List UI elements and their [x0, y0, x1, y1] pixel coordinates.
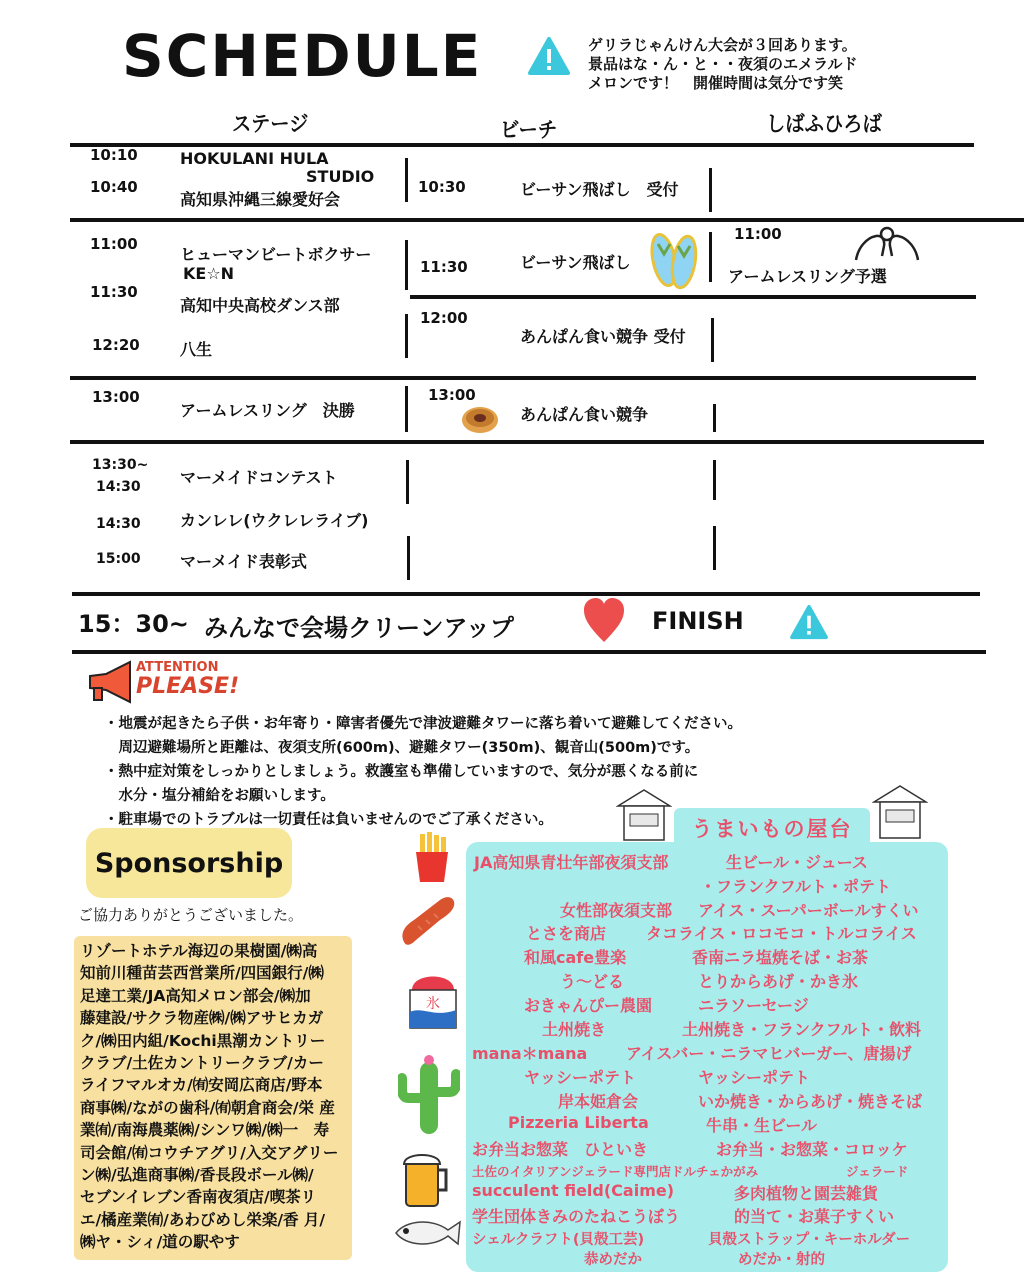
anpan-icon: [460, 402, 500, 438]
divider: [72, 650, 986, 654]
stall-vendor: 女性部夜須支部: [560, 901, 673, 920]
column-separator: [405, 240, 408, 290]
stall-items: 生ビール・ジュース: [726, 853, 868, 872]
sponsorship-thanks: ご協力ありがとうございました。: [78, 906, 304, 924]
sponsor-line: ク/㈱田内組/Kochi黒潮カントリー: [80, 1031, 326, 1050]
fries-icon: [410, 832, 454, 888]
beach-time: 10:30: [418, 178, 466, 196]
stage-event: マーメイド表彰式: [180, 552, 307, 571]
stall-house-icon: [616, 788, 672, 846]
column-separator: [713, 460, 716, 500]
stall-vendor: Pizzeria Liberta: [508, 1113, 649, 1132]
sponsor-line: ㈱ヤ・シィ/道の駅やす: [80, 1233, 240, 1252]
stall-vendor: おきゃんぴー農園: [524, 996, 653, 1015]
stage-event: 高知中央高校ダンス部: [180, 296, 340, 315]
beach-time: 12:00: [420, 309, 468, 327]
column-beach: ビーチ: [500, 118, 558, 142]
cactus-icon: [398, 1054, 460, 1140]
stall-items: めだか・射的: [738, 1252, 825, 1268]
beach-event: あんぱん食い競争: [520, 405, 649, 424]
column-separator: [407, 536, 410, 580]
finish-label: FINISH: [652, 607, 744, 635]
stage-time: 12:20: [92, 336, 140, 354]
sponsor-line: セブンイレブン香南夜須店/喫茶リ: [80, 1188, 317, 1207]
megaphone-icon: [84, 660, 140, 708]
lawn-time: 11:00: [734, 225, 782, 243]
stage-event: 八生: [180, 340, 213, 359]
beer-icon: [400, 1146, 452, 1214]
stall-vendor: 岸本姫倉会: [558, 1092, 639, 1111]
attention-line: ・熱中症対策をしっかりとしましょう。救護室も準備していますので、気分が悪くなる前に: [104, 764, 699, 780]
stage-time: 11:00: [90, 235, 138, 253]
sponsor-line: 藤建設/サクラ物産㈱/㈱アサヒカガ: [80, 1009, 324, 1028]
divider: [70, 440, 984, 444]
shaved-ice-icon: [404, 962, 462, 1036]
beach-time: 11:30: [420, 258, 468, 276]
svg-text:氷: 氷: [426, 996, 440, 1012]
stage-time: 11:30: [90, 283, 138, 301]
divider: [70, 143, 974, 147]
attention-line: 水分・塩分補給をお願いします。: [104, 788, 335, 804]
stage-time: 15:00: [96, 551, 141, 567]
stall-items: 的当て・お菓子すくい: [734, 1207, 895, 1226]
jankenpon-notice: ゲリラじゃんけん大会が３回あります。 景品はな・ん・と・・夜須のエメラルド メロンです！ 開催時間は気分です笑: [588, 36, 858, 92]
stall-vendor: 恭めだか: [584, 1252, 642, 1268]
stall-items: アイスバー・ニラマヒバーガー、唐揚げ: [626, 1044, 912, 1063]
warning-icon: [789, 604, 829, 644]
stall-vendor: お弁当お惣菜 ひといき: [472, 1140, 649, 1159]
sponsor-line: 商事㈱/ながの歯科/㈲朝倉商会/栄 産: [80, 1098, 335, 1117]
stall-items: タコライス・ロコモコ・トルコライス: [646, 924, 917, 943]
finale-event: みんなで会場クリーンアップ: [204, 614, 514, 642]
sponsor-line: 業㈲/南海農薬㈱/シンワ㈱/㈱一 寿: [80, 1121, 330, 1140]
stall-vendor: ヤッシーポテト: [524, 1068, 637, 1087]
divider: [72, 592, 980, 596]
column-separator: [405, 314, 408, 358]
stall-items: ・フランクフルト・ポテト: [700, 877, 892, 896]
stage-event: KE☆N: [183, 264, 235, 283]
arm-wrestling-icon: [852, 226, 922, 270]
stall-items: ジェラード: [846, 1164, 909, 1179]
stalls-title: うまいもの屋台: [674, 808, 870, 848]
stall-items: アイス・スーパーボールすくい: [698, 901, 919, 920]
attention-line: ・駐車場でのトラブルは一切責任は負いませんのでご了承ください。: [104, 812, 553, 828]
divider: [70, 218, 1024, 222]
sponsor-line: クラブ/土佐カントリークラブ/カー: [80, 1054, 324, 1073]
stage-time: 10:40: [90, 178, 138, 196]
lawn-event: アームレスリング予選: [728, 267, 887, 286]
stall-house-icon: [872, 784, 928, 844]
stage-time: 14:30: [96, 516, 141, 532]
stage-event: カンレレ(ウクレレライブ): [180, 511, 369, 530]
stage-time: 10:10: [90, 146, 138, 164]
divider: [70, 376, 976, 380]
stall-vendor: 土佐のイタリアンジェラード専門店ドルチェかがみ: [472, 1164, 759, 1179]
stage-time: 13:30~: [92, 457, 149, 473]
heart-icon: [582, 596, 626, 648]
stall-items: 貝殻ストラップ・キーホルダー: [708, 1232, 911, 1248]
stall-vendor: JA高知県青壮年部夜須支部: [474, 853, 669, 872]
attention-line: ・地震が起きたら子供・お年寄り・障害者優先で津波避難タワーに落ち着いて避難してください。: [104, 716, 742, 732]
fish-icon: [392, 1216, 464, 1254]
divider: [410, 295, 976, 299]
sponsor-list: [74, 936, 352, 1260]
finale-time: 15：30~: [78, 610, 189, 638]
sausage-icon: [396, 890, 460, 954]
stall-vendor: とさを商店: [526, 924, 607, 943]
stall-vendor: シェルクラフト(貝殻工芸): [472, 1232, 645, 1248]
stall-items: 香南ニラ塩焼そば・お茶: [692, 948, 869, 967]
stage-event: ヒューマンビートボクサー: [180, 245, 372, 264]
sponsor-line: 知前川種苗芸西営業所/四国銀行/㈱: [80, 964, 324, 983]
column-separator: [406, 460, 409, 504]
stage-event: アームレスリング 決勝: [180, 401, 355, 420]
sponsor-line: ライフマルオカ/㈲安岡広商店/野本: [80, 1076, 323, 1095]
beach-time: 13:00: [428, 386, 476, 404]
column-separator: [405, 158, 408, 202]
stall-items: 土州焼き・フランクフルト・飲料: [682, 1020, 922, 1039]
column-lawn: しばふひろば: [766, 112, 882, 136]
stage-event: STUDIO: [306, 167, 375, 186]
beach-event: ビーサン飛ばし: [520, 253, 631, 272]
column-separator: [713, 404, 716, 432]
attention-label: ATTENTION: [136, 660, 219, 675]
stall-items: 多肉植物と園芸雑貨: [734, 1184, 879, 1203]
stall-items: ニラソーセージ: [698, 996, 809, 1015]
attention-line: 周辺避難場所と距離は、夜須支所(600m)、避難タワー(350m)、観音山(500m)です。: [104, 740, 700, 756]
column-stage: ステージ: [232, 112, 309, 136]
stall-items: 牛串・生ビール: [706, 1116, 818, 1135]
sponsor-line: エ/橘産業㈲/あわびめし栄楽/香 月/: [80, 1210, 326, 1229]
stage-event: HOKULANI HULA: [180, 149, 329, 168]
stage-time: 13:00: [92, 388, 140, 406]
stall-vendor: う～どる: [560, 972, 625, 991]
sponsor-line: 司会館/㈲コウチアグリ/入交アグリー: [80, 1143, 339, 1162]
stage-event: マーメイドコンテスト: [180, 468, 338, 487]
beach-event: ビーサン飛ばし 受付: [520, 180, 679, 199]
sponsor-line: 足達工業/JA高知メロン部会/㈱加: [80, 986, 311, 1005]
stage-time: 14:30: [96, 479, 141, 495]
stage-event: 高知県沖縄三線愛好会: [180, 190, 341, 209]
stall-vendor: mana＊mana: [472, 1044, 588, 1063]
stall-items: とりからあげ・かき氷: [698, 972, 859, 991]
stall-vendor: 土州焼き: [542, 1020, 607, 1039]
column-separator: [709, 232, 712, 282]
warning-icon: [527, 36, 571, 80]
stall-vendor: 学生団体きみのたねこうぼう: [472, 1207, 681, 1226]
column-separator: [709, 168, 712, 212]
sponsor-line: リゾートホテル海辺の果樹園/㈱高: [80, 942, 318, 960]
page-title: SCHEDULE: [122, 22, 483, 90]
stall-vendor: 和風cafe豊楽: [524, 948, 627, 967]
stall-items: お弁当・お惣菜・コロッケ: [716, 1140, 908, 1159]
column-separator: [713, 526, 716, 570]
sponsor-line: ン㈱/弘進商事㈱/香長段ボール㈱/: [80, 1166, 314, 1185]
column-separator: [405, 386, 408, 432]
beach-event: あんぱん食い競争 受付: [520, 327, 686, 346]
sandals-icon: [648, 230, 700, 294]
please-label: PLEASE!: [136, 674, 240, 699]
column-separator: [711, 318, 714, 362]
stall-vendor: succulent field(Caime): [472, 1181, 675, 1200]
sponsorship-title: Sponsorship: [86, 828, 292, 898]
stall-items: ヤッシーポテト: [698, 1068, 811, 1087]
stall-items: いか焼き・からあげ・焼きそば: [698, 1092, 923, 1111]
